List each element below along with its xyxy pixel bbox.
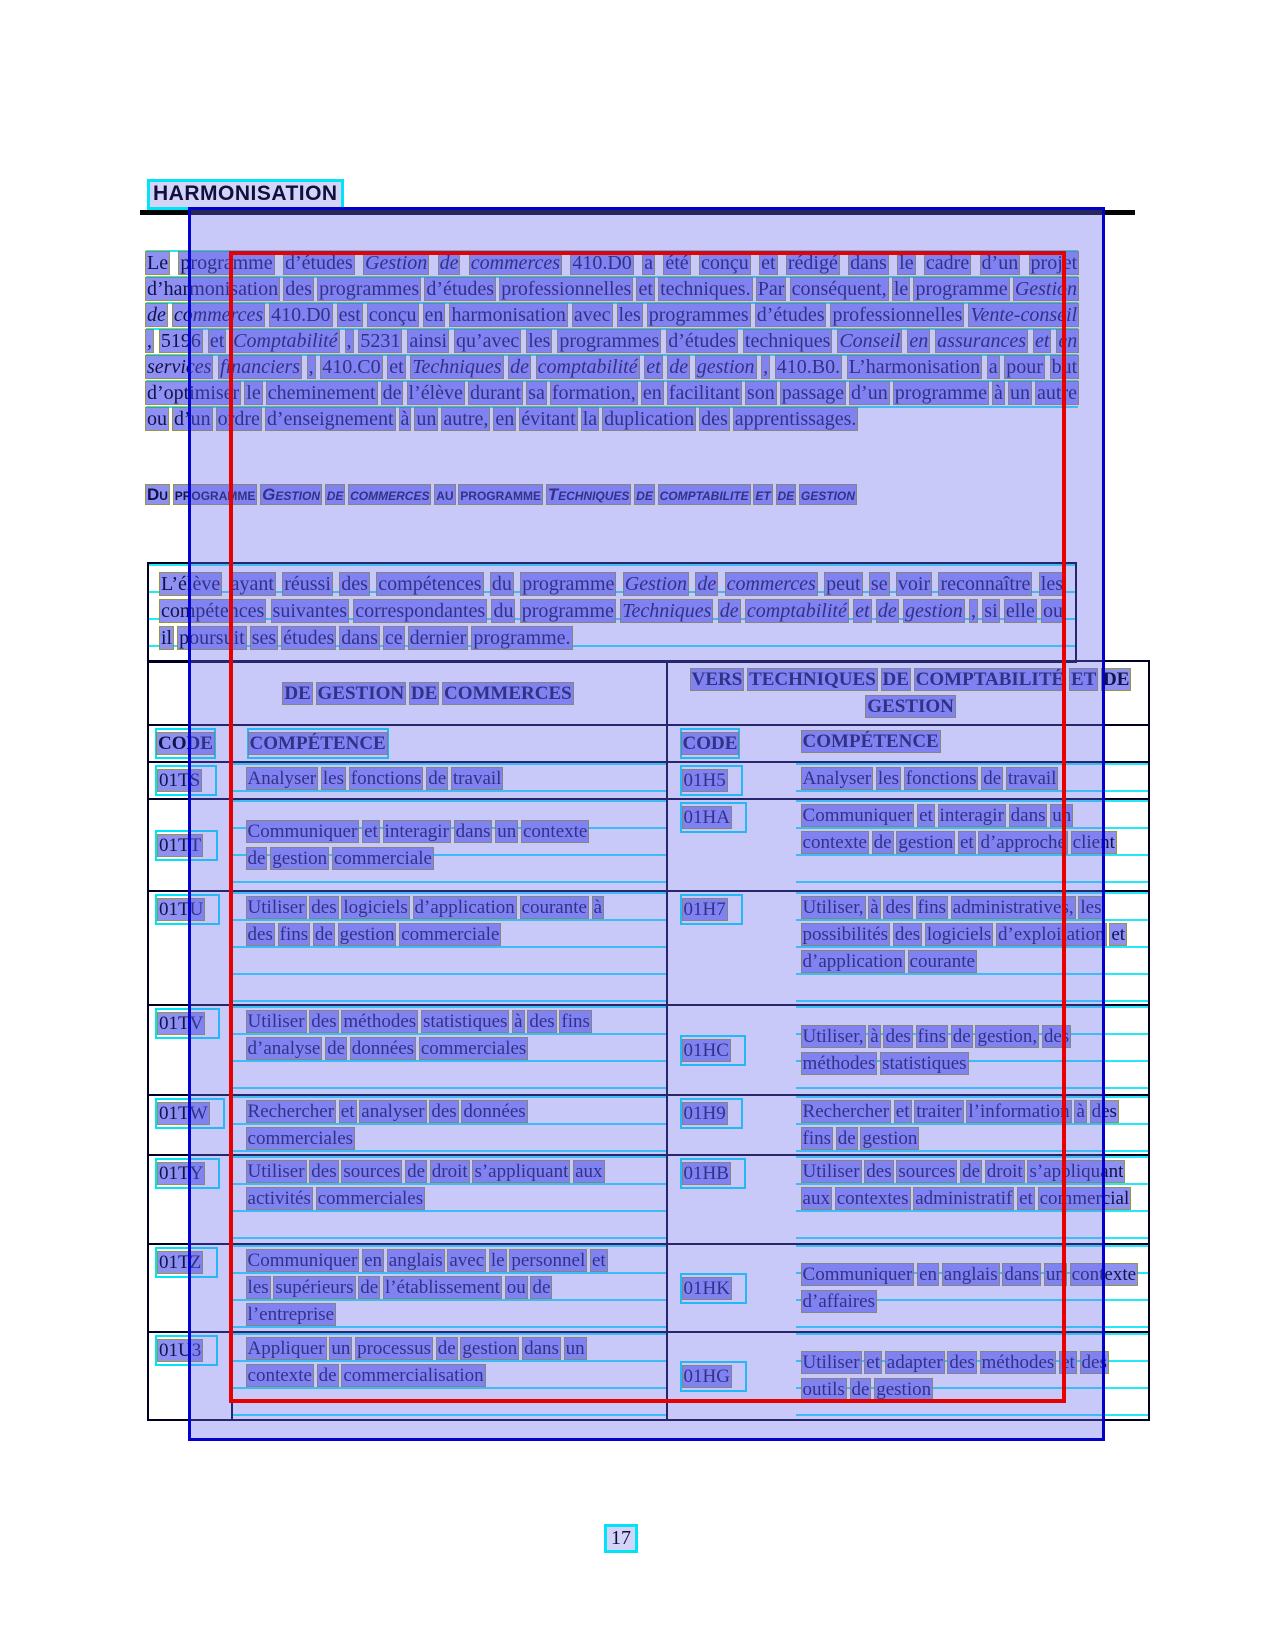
competence-to: Utiliser, à des fins administratives, les possibilités des logiciels d’exploitation et d’application courante (796, 891, 1149, 1005)
page-number: 17 (604, 1524, 638, 1553)
table-subheader-row (148, 725, 1149, 762)
table-row (148, 799, 1149, 891)
competence-from: Appliquer un processus de gestion dans un contexte de commercialisation (232, 1332, 667, 1420)
table-row (148, 762, 1149, 799)
competence-header-label: COMPÉTENCE (247, 728, 389, 759)
competence-from: Communiquer et interagir dans un contexte de gestion commerciale (232, 799, 667, 891)
code-from: 01TY (155, 1158, 220, 1189)
competence-to: Utiliser des sources de droit s’appliquant aux contextes administratif et commercial (796, 1155, 1149, 1244)
code-header-label: CODE (155, 728, 216, 759)
code-to: 01HG (680, 1361, 747, 1392)
code-to: 01H9 (680, 1098, 743, 1129)
code-from: 01TV (155, 1008, 220, 1039)
header-from-program: DE GESTION DE COMMERCES (232, 661, 667, 725)
competence-column-header (232, 725, 667, 762)
code-from: 01TT (155, 830, 218, 861)
code-to: 01HK (680, 1273, 747, 1304)
competence-from: Utiliser des logiciels d’application courante à des fins de gestion commerciale (232, 891, 667, 1005)
code-to: 01HB (680, 1158, 746, 1189)
competence-column-header (796, 725, 1149, 762)
table-header-row (148, 661, 1149, 725)
table-row (148, 1155, 1149, 1244)
competence-to: Communiquer en anglais dans un contexte d’affaires (796, 1244, 1149, 1332)
header-empty-cell (148, 661, 232, 725)
table-row (148, 891, 1149, 1005)
page-title: HARMONISATION (147, 179, 344, 210)
code-from: 01TW (155, 1098, 225, 1129)
section-heading: Du programme Gestion de commerces au programme Techniques de comptabilite et de gestion (147, 485, 855, 504)
code-to: 01H5 (680, 765, 743, 796)
code-from: 01TZ (155, 1247, 218, 1278)
competence-to: Utiliser, à des fins de gestion, des méthodes statistiques (796, 1005, 1149, 1095)
intro-paragraph: Le programme d’études Gestion de commerces 410.D0 a été conçu et rédigé dans le cadre d’un projet d’harmonisation des programmes d’études professionnelles et techniques. Par conséquent, le programme Gestion de commerces 410.D0 est conçu en harmonisation avec les programmes d’études professionnelles Vente-conseil , 5196 et Comptabilité , 5231 ainsi qu’avec les programmes d’études techniques Conseil en assurances et en services financiers , 410.C0 et Techniques de comptabilité et de gestion , 410.B0. L’harmonisation a pour but d’optimiser le cheminement de l’élève durant sa formation, en facilitant son passage d’un programme à un autre ou d’un ordre d’enseignement à un autre, en évitant la duplication des apprentissages. (147, 252, 1078, 430)
competence-header-label: COMPÉTENCE (802, 731, 939, 752)
table-row (148, 1005, 1149, 1095)
competence-from: Utiliser des méthodes statistiques à des fins d’analyse de données commerciales (232, 1005, 667, 1095)
code-to: 01H7 (680, 894, 743, 925)
competence-from: Analyser les fonctions de travail (232, 762, 667, 799)
title-underline-rule (140, 210, 1135, 215)
header-to-program: VERS TECHNIQUES DE COMPTABILITÉ ET DE GESTION (667, 661, 1149, 725)
code-from: 01U3 (155, 1335, 218, 1366)
code-column-header (667, 725, 796, 762)
competence-from: Rechercher et analyser des données commerciales (232, 1095, 667, 1155)
table-row (148, 1095, 1149, 1155)
code-header-label: CODE (680, 728, 741, 759)
competence-to: Analyser les fonctions de travail (796, 762, 1149, 799)
competence-to: Rechercher et traiter l’information à des fins de gestion (796, 1095, 1149, 1155)
competence-mapping-table (147, 660, 1150, 1421)
competence-to: Utiliser et adapter des méthodes et des outils de gestion (796, 1332, 1149, 1420)
table-row (148, 1332, 1149, 1420)
table-row (148, 1244, 1149, 1332)
competence-to: Communiquer et interagir dans un contexte de gestion et d’approche client (796, 799, 1149, 891)
code-from: 01TU (155, 894, 220, 925)
competence-from: Communiquer en anglais avec le personnel et les supérieurs de l’établissement ou de l’entreprise (232, 1244, 667, 1332)
code-to: 01HC (680, 1035, 746, 1066)
code-to: 01HA (680, 802, 747, 833)
note-box: L’élève ayant réussi des compétences du programme Gestion de commerces peut se voir reconnaître les compétences suivantes correspondantes du programme Techniques de comptabilité et de gestion , si elle ou il poursuit ses études dans ce dernier programme. (147, 562, 1077, 663)
code-from: 01TS (155, 765, 217, 796)
code-column-header (148, 725, 232, 762)
competence-from: Utiliser des sources de droit s’appliquant aux activités commerciales (232, 1155, 667, 1244)
